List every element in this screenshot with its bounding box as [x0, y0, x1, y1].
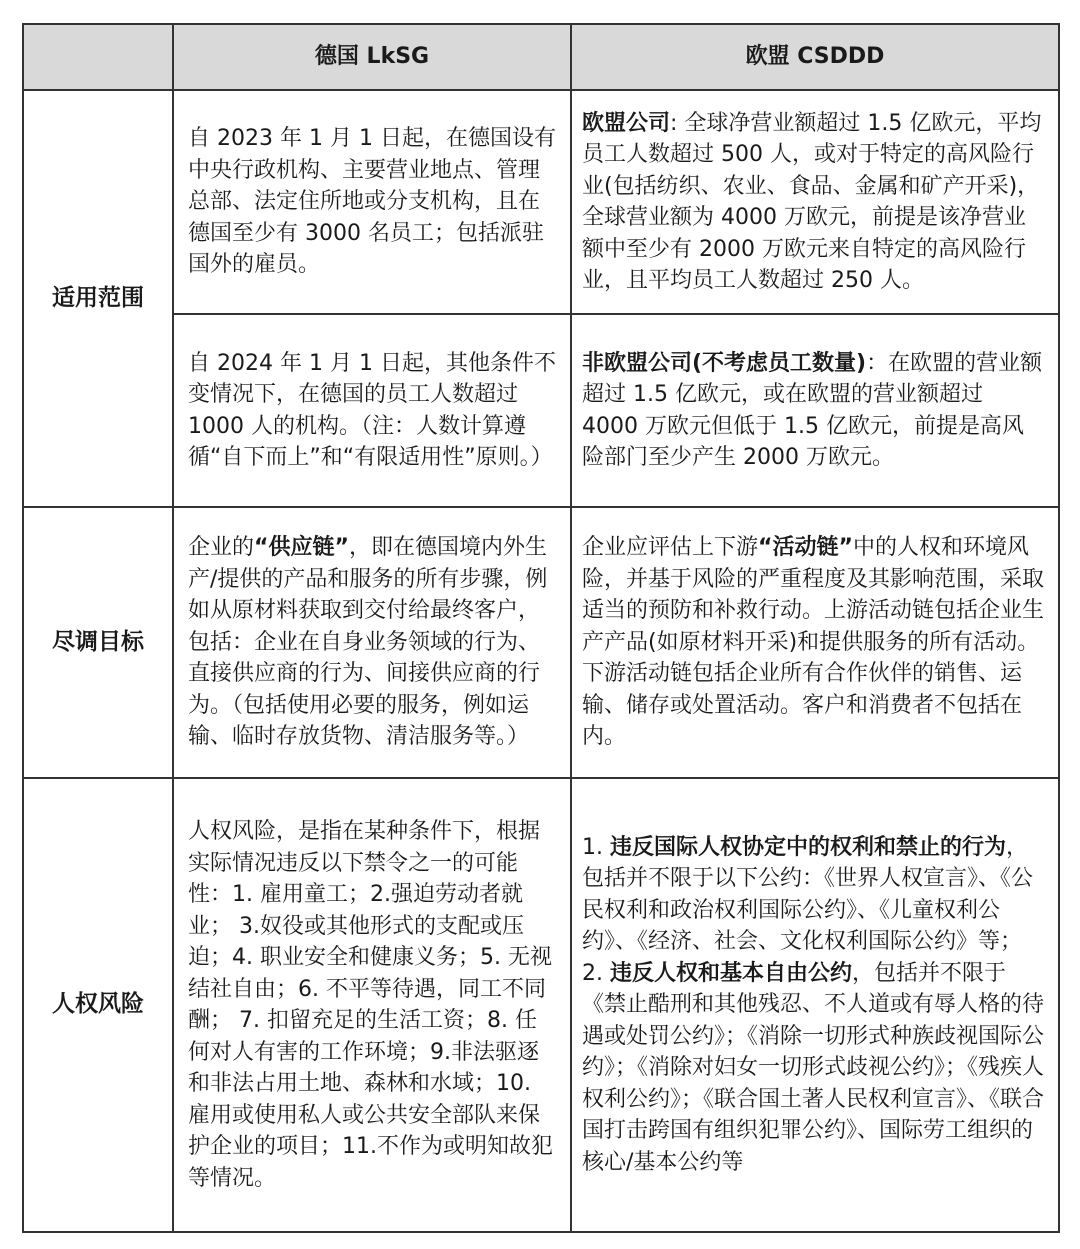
dd-target-de-pre: 企业的: [188, 535, 255, 561]
row-label-dd-target: 尽调目标: [23, 507, 173, 778]
scope-eu-2-bold: 非欧盟公司(不考虑员工数量): [582, 350, 867, 376]
dd-target-eu-post: 中的人权和环境风险，并基于风险的严重程度及其影响范围，采取适当的预防和补救行动。上游活动链包括企业生产产品(如原材料开采)和提供服务的所有活动。下游活动链包括企业所有合作伙伴的销售、运输、储存或处置活动。客户和消费者不包括在内。: [582, 535, 1045, 750]
dd-target-eu: [571, 507, 1059, 778]
scope-eu-1-bold: 欧盟公司: [582, 110, 671, 136]
hr-eu-2-bold: 违反人权和基本自由公约: [609, 960, 852, 986]
header-germany-lksg: 德国 LkSG: [173, 24, 571, 90]
scope-eu-2-text: ：在欧盟的营业额超过 1.5 亿欧元，或在欧盟的营业额超过 4000 万欧元但低于 1.5 亿欧元，前提是高风险部门至少产生 2000 万欧元。: [582, 350, 1043, 470]
table-row: [23, 314, 1059, 507]
table-row: [23, 90, 1059, 314]
dd-target-de: [173, 507, 571, 778]
hr-eu-2-num: 2.: [582, 960, 610, 986]
scope-de-2: 自 2024 年 1 月 1 日起，其他条件不变情况下，在德国的员工人数超过 1000 人的机构。（注：人数计算遵循“自下而上”和“有限适用性”原则。）: [173, 314, 571, 507]
row-label-scope: 适用范围: [23, 90, 173, 507]
scope-eu-1: [571, 90, 1059, 314]
scope-eu-1-text: : 全球净营业额超过 1.5 亿欧元，平均员工人数超过 500 人，或对于特定的高风险行业(包括纺织、农业、食品、金属和矿产开采)，全球营业额为 4000 万欧元，前提是该净营业额中至少有 2000 万欧元来自特定的高风险行业，且平均员工人数超过 250 人。: [582, 110, 1042, 293]
dd-target-eu-bold: “活动链”: [758, 535, 853, 561]
hr-eu-1-text: ，包括并不限于以下公约：《世界人权宣言》、《公民权利和政治权利国际公约》、《儿童权利公约》、《经济、社会、文化权利国际公约》等；: [582, 834, 1034, 955]
header-blank: [23, 24, 173, 90]
human-rights-de: 人权风险，是指在某种条件下，根据实际情况违反以下禁令之一的可能性：1. 雇用童工；2.强迫劳动者就业； 3.奴役或其他形式的支配或压迫；4. 职业安全和健康义务；5. 无视结社自由；6. 不平等待遇，同工不同酬； 7. 扣留充足的生活工资；8. 任何对人有害的工作环境；9.非法驱逐和非法占用土地、森林和水域；10. 雇用或使用私人或公共安全部队来保护企业的项目；11.不作为或明知故犯等情况。: [173, 778, 571, 1232]
table-row: [23, 778, 1059, 1232]
hr-eu-1-bold: 违反国际人权协定中的权利和禁止的行为: [609, 834, 1006, 860]
header-eu-csddd: 欧盟 CSDDD: [571, 24, 1059, 90]
row-label-human-rights: 人权风险: [23, 778, 173, 1232]
dd-target-eu-pre: 企业应评估上下游: [582, 535, 759, 561]
hr-eu-2-text: ，包括并不限于《禁止酷刑和其他残忍、不人道或有辱人格的待遇或处罚公约》；《消除一切形式种族歧视国际公约》；《消除对妇女一切形式歧视公约》；《残疾人权利公约》；《联合国土著人民权利宣言》、《联合国打击跨国有组织犯罪公约》、国际劳工组织的核心/基本公约等: [582, 960, 1045, 1175]
human-rights-eu: [571, 778, 1059, 1232]
table-row: [23, 507, 1059, 778]
dd-target-de-post: ，即在德国境内外生产/提供的产品和服务的所有步骤，例如从原材料获取到交付给最终客户，包括：企业在自身业务领域的行为、直接供应商的行为、间接供应商的行为。（包括使用必要的服务，例如运输、临时存放货物、清洁服务等。）: [188, 535, 548, 750]
dd-target-de-bold: “供应链”: [254, 535, 349, 561]
hr-eu-1-num: 1.: [582, 834, 610, 860]
comparison-table: [22, 23, 1060, 1233]
scope-eu-2: [571, 314, 1059, 507]
scope-de-1: 自 2023 年 1 月 1 日起，在德国设有中央行政机构、主要营业地点、管理总部、法定住所地或分支机构，且在德国至少有 3000 名员工；包括派驻国外的雇员。: [173, 90, 571, 314]
header-row: [23, 24, 1059, 90]
